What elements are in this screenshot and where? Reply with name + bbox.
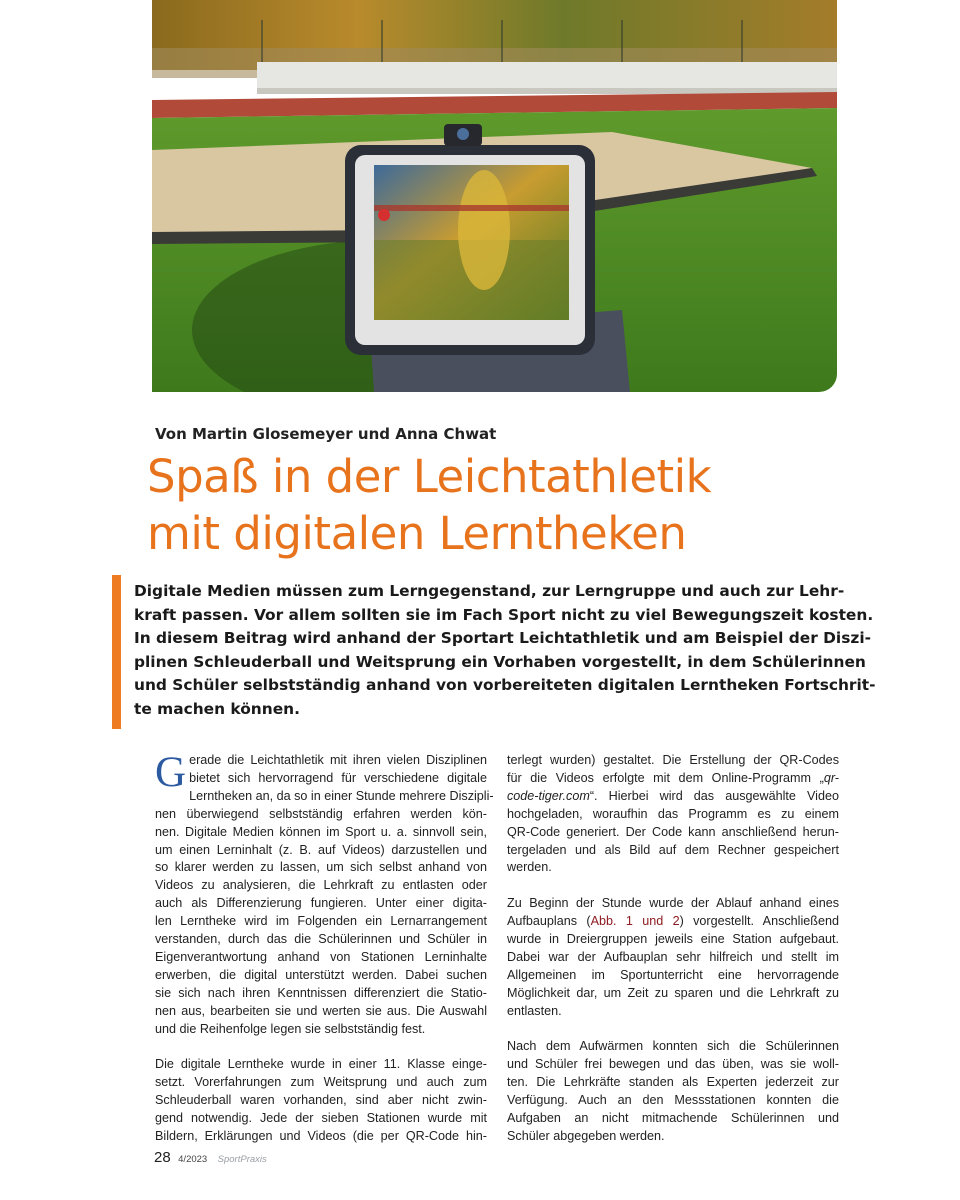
lead-line: kraft passen. Vor allem sollten sie im Fach Sport nicht zu viel Bewegungszeit kosten. [134,605,874,624]
body-paragraph [507,895,839,1020]
lead-line: plinen Schleuderball und Weitsprung ein Vorhaben vorgestellt, in dem Schülerinnen [134,652,866,671]
text-line: terlegt wurden) gestaltet. Die Erstellung der QR-Codes [507,753,839,767]
text-line: Aufgaben an nicht mitmachende Schülerinnen und [507,1111,839,1126]
page-number: 28 [154,1149,171,1166]
text-line: sie sich nach ihren Kenntnissen differenziert die Statio- [155,985,487,1000]
lead-accent-bar [112,575,121,729]
lead-paragraph [134,580,876,721]
tablet-on-sports-field-illustration [152,0,837,392]
text-line: erwerben, die digital unterstützt werden. Dabei suchen [155,967,487,982]
lead-line: und Schüler selbstständig anhand von vorbereiteten digitalen Lerntheken Fortschrit- [134,676,876,694]
text-line: werden. [507,860,552,875]
text-line: tergeladen und als Bild auf dem Rechner gespeichert [507,842,839,857]
text-line: erade die Leichtathletik mit ihren vielen Disziplinen [189,753,487,767]
article-photo [152,0,837,392]
text-segment: Aufbauplans ( [507,914,591,929]
figure-reference[interactable]: Abb. 1 und 2 [590,914,680,929]
text-line: nen aus, bearbeiten sie und werten sie aus. Die Auswahl [155,1003,487,1018]
text-line: Verfügung. Auch an den Messstationen konnten die [507,1093,839,1108]
body-paragraph [507,752,839,877]
author-byline: Von Martin Glosemeyer und Anna Chwat [155,425,497,443]
text-line: entlasten. [507,1003,562,1018]
body-paragraph [155,1056,487,1146]
text-line [507,770,839,788]
text-line: Videos zu analysieren, die Lehrkraft zu entlasten oder [155,878,487,893]
text-line: QR-Code generiert. Der Code kann anschließend herun- [507,824,839,839]
text-line: Dabei war der Aufbauplan sehr hilfreich und stellt im [507,949,839,964]
article-title [147,448,937,562]
text-line: und Schüler frei bewegen und das üben, was sie woll- [507,1057,839,1072]
body-column-left [155,749,494,1146]
body-paragraph [507,1038,839,1145]
text-line: len Lerntheke wird im Folgenden ein Lernarrangement [155,914,487,929]
text-line: Zu Beginn der Stunde wurde der Ablauf anhand eines [507,896,839,911]
text-line: wurde in Dreiergruppen jeweils eine Station aufgebaut. [507,932,839,947]
text-line: Die digitale Lerntheke wurde in einer 11. Klasse einge- [155,1057,487,1072]
qr-tool-link[interactable]: qr- [823,770,839,785]
title-line: mit digitalen Lerntheken [147,507,687,560]
text-line: setzt. Vorerfahrungen zum Weitsprung und auch zum [155,1075,487,1090]
text-line: nen überwiegend selbstständig erfahren werden kön- [155,806,487,821]
body-column-right [507,752,839,1146]
text-line: gend notwendig. Jede der sieben Stationen wurde mit [155,1111,487,1126]
text-line [507,913,839,931]
drop-cap: G [155,749,187,796]
magazine-name: SportPraxis [217,1154,267,1165]
text-segment: für die Videos erfolgte mit dem Online-Programm „ [507,770,824,785]
text-line: Schüler abgegeben werden. [507,1129,665,1143]
lead-line: te machen können. [134,699,300,718]
text-line [507,788,839,806]
body-paragraph [155,749,494,1039]
text-line: um einen Lerninhalt (z. B. auf Videos) darzustellen und [155,842,487,857]
page-footer [154,1149,267,1167]
text-line: Nach dem Aufwärmen konnten sich die Schülerinnen [507,1039,839,1054]
text-line: Möglichkeit dar, um Zeit zu sparen und die Lehrkraft zu [507,985,839,1000]
text-line: so klarer werden zu lassen, um sich selbst anhand von [155,860,487,875]
text-line: Eigenverantwortung anhand von Stationen Lerninhalte [155,949,487,964]
text-line: Allgemeinen im Sportunterricht eine hervorragende [507,967,839,982]
text-line: verstanden, durch das die Schülerinnen und Schüler in [155,932,487,947]
text-segment: “. Hierbei wird das ausgewählte Video [589,788,839,803]
text-line: Schleuderball waren vorhanden, sind aber nicht zwin- [155,1093,487,1108]
text-line: Bildern, Erklärungen und Videos (die per QR-Code hin- [155,1129,487,1144]
title-line: Spaß in der Leichtathletik [147,450,712,503]
issue-number: 4/2023 [178,1154,208,1165]
text-line: ten. Die Lehrkräfte standen als Experten jederzeit zur [507,1075,839,1090]
text-line: bietet sich hervorragend für verschiedene digitale [189,770,487,785]
text-line: auch als Differenzierung fungieren. Unter einer digita- [155,896,487,911]
text-line: nen. Digitale Medien können im Sport u. a. sinnvoll sein, [155,824,487,839]
text-line: und die Reihenfolge legen sie selbstständig fest. [155,1021,426,1036]
text-line: Lerntheken an, da so in einer Stunde mehrere Diszipli- [189,788,494,803]
lead-line: In diesem Beitrag wird anhand der Sportart Leichtathletik und am Beispiel der Diszi- [134,629,871,647]
qr-tool-link[interactable]: code-tiger.com [507,788,590,803]
lead-line: Digitale Medien müssen zum Lerngegenstand, zur Lerngruppe und auch zur Lehr- [134,582,845,600]
text-segment: ) vorgestellt. Anschließend [679,914,839,929]
text-line: hochgeladen, woraufhin das Programm es zu einem [507,806,839,821]
